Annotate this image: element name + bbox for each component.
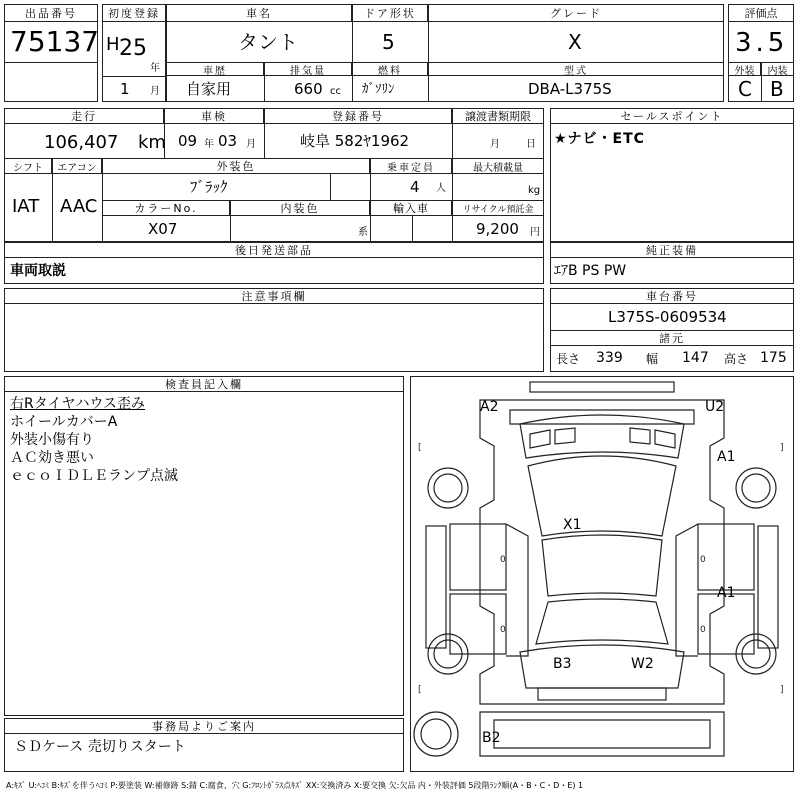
exterior-color: ﾌﾞﾗｯｸ: [190, 178, 228, 196]
specs-box: [4, 108, 544, 242]
legend: A:ｷｽﾞ U:ﾍｺﾐ B:ｷｽﾞを伴うﾍｺﾐ P:要塗装 W:補修跡 S:錆 C:腐食、穴 G:ﾌﾛﾝﾄｶﾞﾗｽ点ｷｽﾞ XX:交換済み X:要交換 欠:欠品 内・外装評価 5段階ﾗﾝｸ順(A・B・C・D・E) 1: [6, 781, 584, 790]
mileage-label: 走行: [4, 108, 164, 124]
color-no: X07: [148, 220, 178, 238]
exterior-score: C: [738, 77, 752, 101]
equipment-label: 純正装備: [550, 242, 794, 258]
grade-label: グレード: [428, 4, 724, 22]
inspection-label: 車検: [164, 108, 264, 124]
int-color-label: 内装色: [230, 200, 370, 216]
capacity-unit: 人: [436, 183, 446, 194]
equipment: ｴｱB PS PW: [554, 263, 627, 279]
lot-no: 75137: [10, 25, 100, 58]
mark-b2: B2: [482, 730, 501, 746]
recycle-label: リサイクル預託金: [452, 200, 544, 216]
sales-label: セールスポイント: [550, 108, 794, 124]
insp-year-unit: 年: [204, 139, 214, 150]
svg-text:]: ]: [780, 443, 784, 453]
door-label: ドア形状: [352, 4, 428, 22]
inspector-label: 検査員記入欄: [4, 376, 404, 392]
transfer-label: 譲渡書類期限: [452, 108, 544, 124]
capacity-label: 乗車定員: [370, 158, 452, 174]
svg-text:0: 0: [500, 555, 506, 565]
reg-year-unit: 年: [150, 63, 160, 74]
inspector-line-5: ｅｃｏＩＤＬＥランプ点滅: [10, 468, 178, 484]
later-parts: 車両取説: [10, 263, 66, 279]
transfer-day: 日: [526, 139, 536, 150]
import-label: 輸入車: [370, 200, 452, 216]
height: 175: [760, 350, 787, 366]
office-text: ＳＤケース 売切りスタート: [14, 739, 186, 755]
svg-text:]: ]: [780, 685, 784, 695]
history: 自家用: [186, 80, 232, 98]
office-label: 事務局よりご案内: [4, 718, 404, 734]
car-name: タント: [238, 30, 298, 54]
history-label: 車歴: [166, 62, 264, 76]
notes-label: 注意事項欄: [4, 288, 544, 304]
inspector-line-3: 外装小傷有り: [10, 432, 94, 448]
load-label: 最大積載量: [452, 158, 544, 174]
mark-u2: U2: [705, 399, 725, 415]
inspector-line-2: ホイールカバーA: [10, 414, 118, 430]
svg-text:0: 0: [500, 625, 506, 635]
plate-label: 登録番号: [264, 108, 452, 124]
mark-a1-bottom: A1: [717, 585, 736, 601]
interior-score: B: [770, 77, 784, 101]
insp-month-unit: 月: [246, 139, 256, 150]
mark-b3: B3: [553, 656, 572, 672]
car-diagram: [410, 376, 794, 772]
length-label: 長さ: [556, 352, 581, 366]
transfer-month: 月: [490, 139, 500, 150]
inspector-line-1: 右Rタイヤハウス歪み: [10, 396, 146, 412]
fuel: ｶﾞｿﾘﾝ: [362, 82, 395, 97]
mark-x1: X1: [563, 517, 582, 533]
shift: IAT: [12, 196, 40, 217]
svg-text:0: 0: [700, 625, 706, 635]
load-unit: kg: [528, 185, 541, 196]
svg-text:[: [: [418, 443, 422, 453]
exterior-label: 外装: [728, 62, 761, 76]
color-no-label: カラーNo.: [102, 200, 230, 216]
width: 147: [682, 350, 709, 366]
recycle-fee: 9,200: [476, 220, 519, 238]
reg-year: 25: [119, 36, 147, 61]
plate: 岐阜 582ﾔ1962: [300, 132, 410, 150]
recycle-unit: 円: [530, 227, 540, 238]
chassis-number: L375S-0609534: [608, 308, 727, 326]
era: H: [106, 34, 120, 55]
displacement-label: 排気量: [264, 62, 352, 76]
ac-label: エアコン: [52, 158, 102, 174]
chassis-label: 車台番号: [550, 288, 794, 304]
sales-point: ★ナビ・ETC: [554, 131, 645, 147]
insp-month: 03: [218, 132, 238, 150]
model: DBA-L375S: [528, 80, 612, 98]
score-label: 評価点: [728, 4, 794, 22]
ac: AAC: [60, 196, 98, 217]
mark-a2: A2: [480, 399, 499, 415]
shift-label: シフト: [4, 158, 52, 174]
reg-month-unit: 月: [150, 86, 160, 97]
mark-a1-top: A1: [717, 449, 736, 465]
grade: X: [568, 30, 582, 54]
score: 3.5: [735, 28, 789, 58]
first-reg-label: 初度登録: [102, 4, 166, 22]
reg-month: 1: [120, 80, 130, 98]
model-label: 型式: [428, 62, 724, 76]
sales-box: [550, 108, 794, 242]
int-color-unit: 系: [358, 227, 368, 238]
height-label: 高さ: [724, 352, 749, 366]
color-label: 外装色: [102, 158, 370, 174]
mark-w2: W2: [631, 656, 654, 672]
displacement: 660: [294, 80, 323, 98]
svg-text:0: 0: [700, 555, 706, 565]
fuel-label: 燃料: [352, 62, 428, 76]
svg-text:[: [: [418, 685, 422, 695]
lot-no-label: 出品番号: [4, 4, 98, 22]
mileage-unit: km: [138, 132, 166, 153]
doors: 5: [382, 30, 395, 54]
insp-year: 09: [178, 132, 198, 150]
capacity: 4: [410, 178, 420, 196]
displacement-unit: cc: [330, 86, 341, 97]
car-name-label: 車名: [166, 4, 352, 22]
later-parts-label: 後日発送部品: [4, 242, 544, 258]
length: 339: [596, 350, 623, 366]
mileage: 106,407: [44, 132, 119, 153]
interior-label: 内装: [761, 62, 794, 76]
inspector-line-4: ＡＣ効き悪い: [10, 450, 94, 466]
dims-label: 諸元: [550, 330, 794, 346]
width-label: 幅: [646, 352, 659, 366]
